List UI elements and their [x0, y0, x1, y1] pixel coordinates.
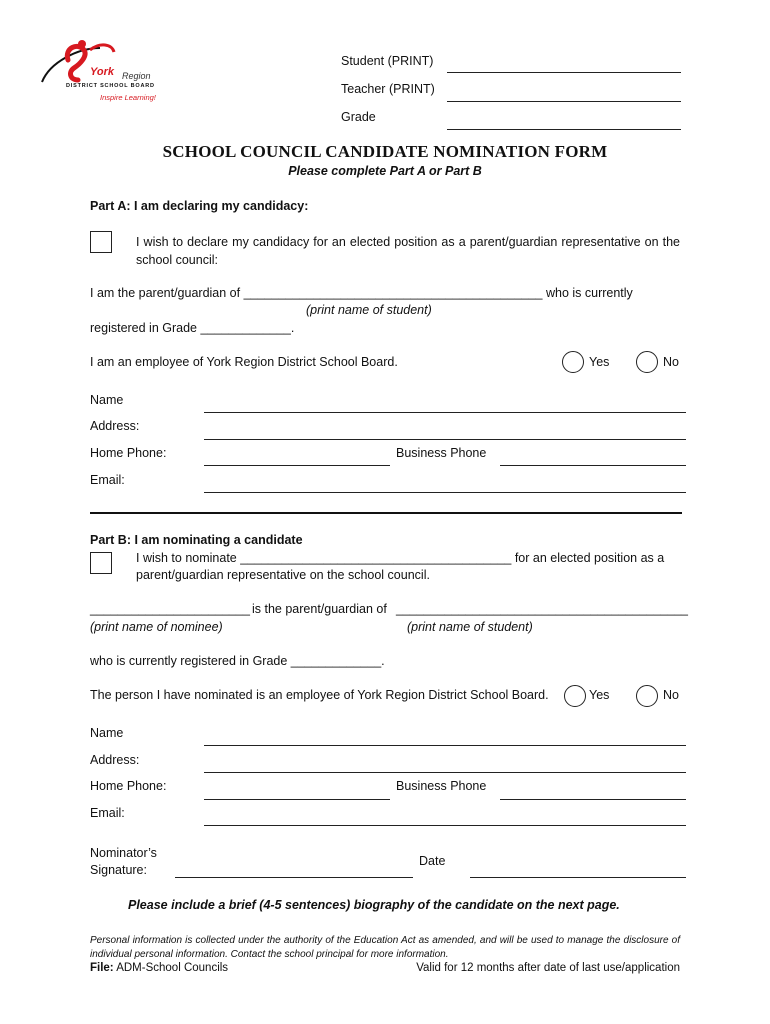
- part-a-business-phone-field[interactable]: [500, 465, 686, 466]
- nominator-label-1: Nominator’s: [90, 846, 157, 860]
- part-b-student-blank[interactable]: __________________________________________: [396, 602, 688, 616]
- part-b-nominate-line1: I wish to nominate _______________________________________ for an elected position as a: [136, 551, 665, 565]
- part-b-checkbox[interactable]: [90, 552, 112, 574]
- york-region-logo: [38, 34, 166, 110]
- part-a-employee-question: I am an employee of York Region District School Board.: [90, 355, 398, 369]
- part-a-print-student: (print name of student): [306, 303, 432, 317]
- teacher-print-field[interactable]: [447, 101, 681, 102]
- part-b-home-phone-label: Home Phone:: [90, 779, 167, 793]
- part-b-no-radio[interactable]: [636, 685, 658, 707]
- part-b-address-field[interactable]: [204, 772, 686, 773]
- part-b-business-phone-label: Business Phone: [396, 779, 487, 793]
- part-a-address-field[interactable]: [204, 439, 686, 440]
- file-value: ADM-School Councils: [116, 962, 229, 974]
- part-a-name-field[interactable]: [204, 412, 686, 413]
- file-label: File:: [90, 962, 114, 974]
- part-b-employee-question: The person I have nominated is an employee of York Region District School Board.: [90, 688, 549, 702]
- validity-note: Valid for 12 months after date of last use/application: [416, 962, 680, 974]
- biography-note: Please include a brief (4-5 sentences) biography of the candidate on the next page.: [128, 898, 620, 912]
- section-divider: [90, 512, 682, 514]
- part-a-registered: registered in Grade _____________.: [90, 321, 295, 335]
- part-b-print-nominee: (print name of nominee): [90, 620, 223, 634]
- part-b-home-phone-field[interactable]: [204, 799, 390, 800]
- part-a-address-label: Address:: [90, 419, 140, 433]
- part-a-heading: Part A: I am declaring my candidacy:: [90, 199, 309, 213]
- nominator-label-2: Signature:: [90, 863, 147, 877]
- part-b-nominee-blank[interactable]: _______________________: [90, 602, 250, 616]
- part-b-yes-label: Yes: [589, 688, 610, 702]
- part-b-email-label: Email:: [90, 806, 125, 820]
- part-a-yes-label: Yes: [589, 355, 610, 369]
- grade-field[interactable]: [447, 129, 681, 130]
- part-b-registered: who is currently registered in Grade _____________.: [90, 654, 385, 668]
- nominator-signature-field[interactable]: [175, 877, 413, 878]
- part-b-nominate-line2: parent/guardian representative on the school council.: [136, 568, 430, 582]
- logo-name2: Region: [122, 71, 151, 81]
- privacy-notice: Personal information is collected under the authority of the Education Act as amended, and will be used to manage the disclosure of individual personal information. Contact the school principal for more information.: [90, 935, 680, 960]
- part-b-email-field[interactable]: [204, 825, 686, 826]
- student-print-label: Student (PRINT): [341, 54, 434, 68]
- part-a-parent-of: I am the parent/guardian of ___________________________________________ who is currently: [90, 286, 633, 300]
- part-a-home-phone-label: Home Phone:: [90, 446, 167, 460]
- logo-name: York: [90, 66, 115, 78]
- part-a-name-label: Name: [90, 393, 124, 407]
- part-a-business-phone-label: Business Phone: [396, 446, 487, 460]
- form-title: SCHOOL COUNCIL CANDIDATE NOMINATION FORM: [162, 142, 608, 161]
- part-b-name-field[interactable]: [204, 745, 686, 746]
- part-a-checkbox[interactable]: [90, 231, 112, 253]
- logo-board: DISTRICT SCHOOL BOARD: [66, 83, 155, 89]
- part-b-heading: Part B: I am nominating a candidate: [90, 533, 303, 547]
- part-b-name-label: Name: [90, 726, 124, 740]
- grade-label: Grade: [341, 110, 376, 124]
- student-print-field[interactable]: [447, 72, 681, 73]
- file-reference: [90, 962, 228, 974]
- part-b-yes-radio[interactable]: [564, 685, 586, 707]
- date-label: Date: [419, 854, 446, 868]
- part-b-no-label: No: [663, 688, 679, 702]
- part-b-address-label: Address:: [90, 753, 140, 767]
- part-a-home-phone-field[interactable]: [204, 465, 390, 466]
- part-a-no-radio[interactable]: [636, 351, 658, 373]
- date-field[interactable]: [470, 877, 686, 878]
- part-a-yes-radio[interactable]: [562, 351, 584, 373]
- logo-tagline: Inspire Learning!: [100, 93, 156, 102]
- part-b-guardian-text: is the parent/guardian of: [252, 602, 387, 616]
- part-b-print-student: (print name of student): [407, 620, 533, 634]
- part-a-declaration: I wish to declare my candidacy for an elected position as a parent/guardian representative on the school council:: [136, 235, 680, 267]
- part-a-email-label: Email:: [90, 473, 125, 487]
- form-subtitle: Please complete Part A or Part B: [288, 164, 482, 178]
- part-b-business-phone-field[interactable]: [500, 799, 686, 800]
- teacher-print-label: Teacher (PRINT): [341, 82, 435, 96]
- part-a-no-label: No: [663, 355, 679, 369]
- part-a-email-field[interactable]: [204, 492, 686, 493]
